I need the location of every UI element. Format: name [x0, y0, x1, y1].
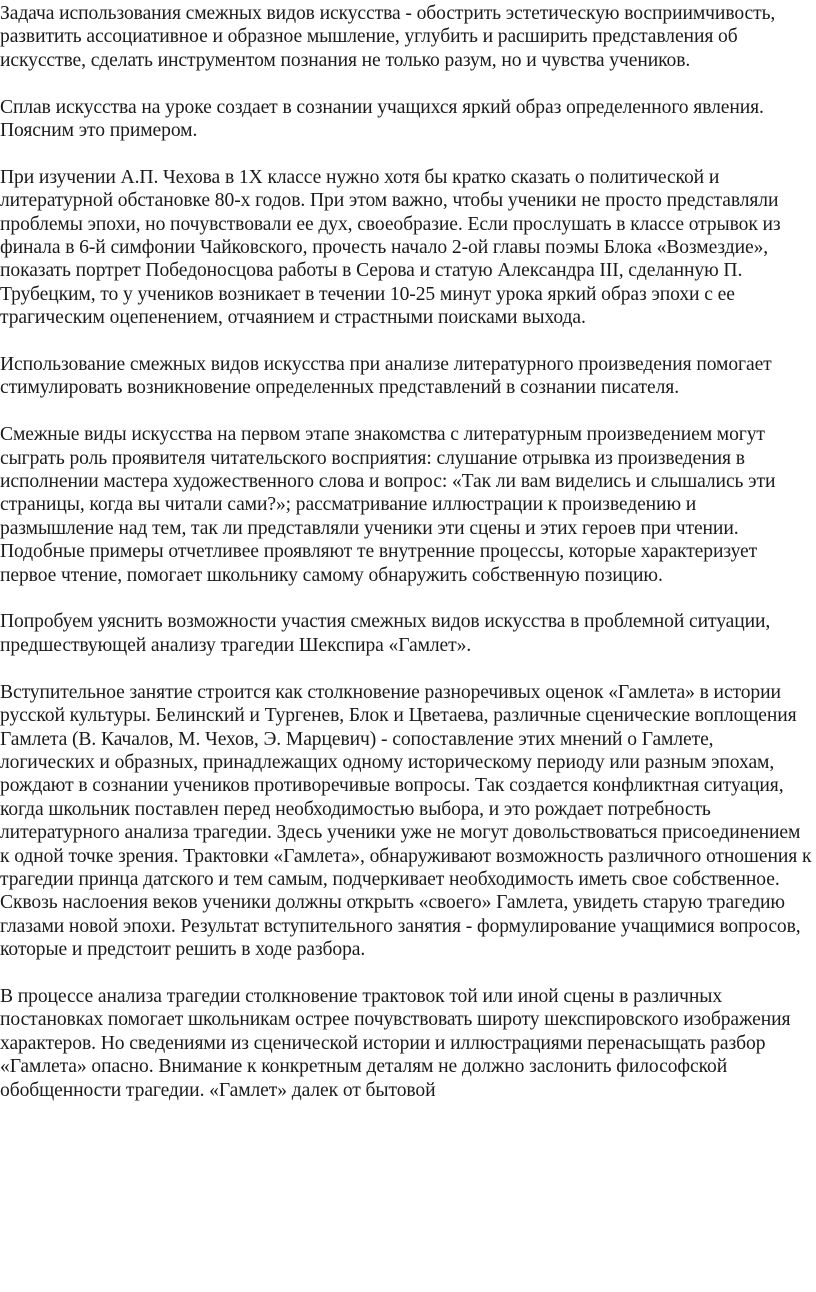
paragraph-introductory-lesson: Вступительное занятие строится как столкновение разноречивых оценок «Гамлета» в истории русской культуры. Белинский и Тургенев, Блок и Цветаева, различные сценические воплощения Гамлета (В. Качалов, М. Чехов, Э. Марцевич) - сопоставление этих мнений о Гамлете, логических и образных, принадлежащих одному историческому периоду или разным эпохам, рождают в сознании учеников противоречивые вопросы. Так создается конфликтная ситуация, когда школьник поставлен перед необходимостью выбора, и это рождает потребность литературного анализа трагедии. Здесь ученики уже не могут довольствоваться присоединением к одной точке зрения. Трактовки «Гамлета», обнаруживают возможность различного отношения к трагедии принца датского и тем самым, подчеркивает необходимость иметь свое собственное. Сквозь наслоения веков ученики должны открыть «своего» Гамлета, увидеть старую трагедию глазами новой эпохи. Результат вступительного занятия - формулирование учащимися вопросов, которые и предстоит решить в ходе разбора. [0, 681, 812, 961]
paragraph-intro-goal: Задача использования смежных видов искусства - обострить эстетическую восприимчивость, развитить ассоциативное и образное мышление, углубить и расширить представления об искусстве, сделать инструментом познания не только разум, но и чувства учеников. [0, 3, 776, 71]
paragraph-analysis-process: В процессе анализа трагедии столкновение трактовок той или иной сцены в различных постановках помогает школьникам острее почувствовать широту шекспировского изображения характеров. Но сведениями из сценической истории и иллюстрациями перенасыщать разбор «Гамлета» опасно. Внимание к конкретным деталям не должно заслонить философской обобщенности трагедии. «Гамлет» далек от бытовой [0, 985, 791, 1101]
paragraph-hamlet-problem: Попробуем уяснить возможности участия смежных видов искусства в проблемной ситуации, предшествующей анализу трагедии Шекспира «Гамлет». [0, 611, 771, 656]
paragraph-chekhov-example: При изучении А.П. Чехова в 1Х классе нужно хотя бы кратко сказать о политической и литературной обстановке 80-х годов. При этом важно, чтобы ученики не просто представляли проблемы эпохи, но почувствовали ее дух, своеобразие. Если прослушать в классе отрывок из финала в 6-й симфонии Чайковского, прочесть начало 2-ой главы поэмы Блока «Возмездие», показать портрет Победоносцова работы в Серова и статую Александра III, сделанную П. Трубецким, то у учеников возникает в течении 10-25 минут урока яркий образ эпохи с ее трагическим оцепенением, отчаянием и страстными поисками выхода. [0, 166, 781, 329]
paragraph-art-fusion: Сплав искусства на уроке создает в сознании учащихся яркий образ определенного явления. Поясним это примером. [0, 96, 764, 142]
paragraph-analysis-use: Использование смежных видов искусства при анализе литературного произведения помогает стимулировать возникновение определенных представлений в сознании писателя. [0, 354, 772, 399]
paragraph-first-stage: Смежные виды искусства на первом этапе знакомства с литературным произведением могут сыграть роль проявителя читательского восприятия: слушание отрывка из произведения в исполнении мастера художественного слова и вопрос: «Так ли вам виделись и слышались эти страницы, когда вы читали сами?»; рассматривание иллюстрации к произведению и размышление над тем, так ли представляли ученики эти сцены и этих героев при чтении. Подобные примеры отчетливее проявляют те внутренние процессы, которые характеризует первое чтение, помогает школьнику самому обнаружить собственную позицию. [0, 424, 776, 586]
